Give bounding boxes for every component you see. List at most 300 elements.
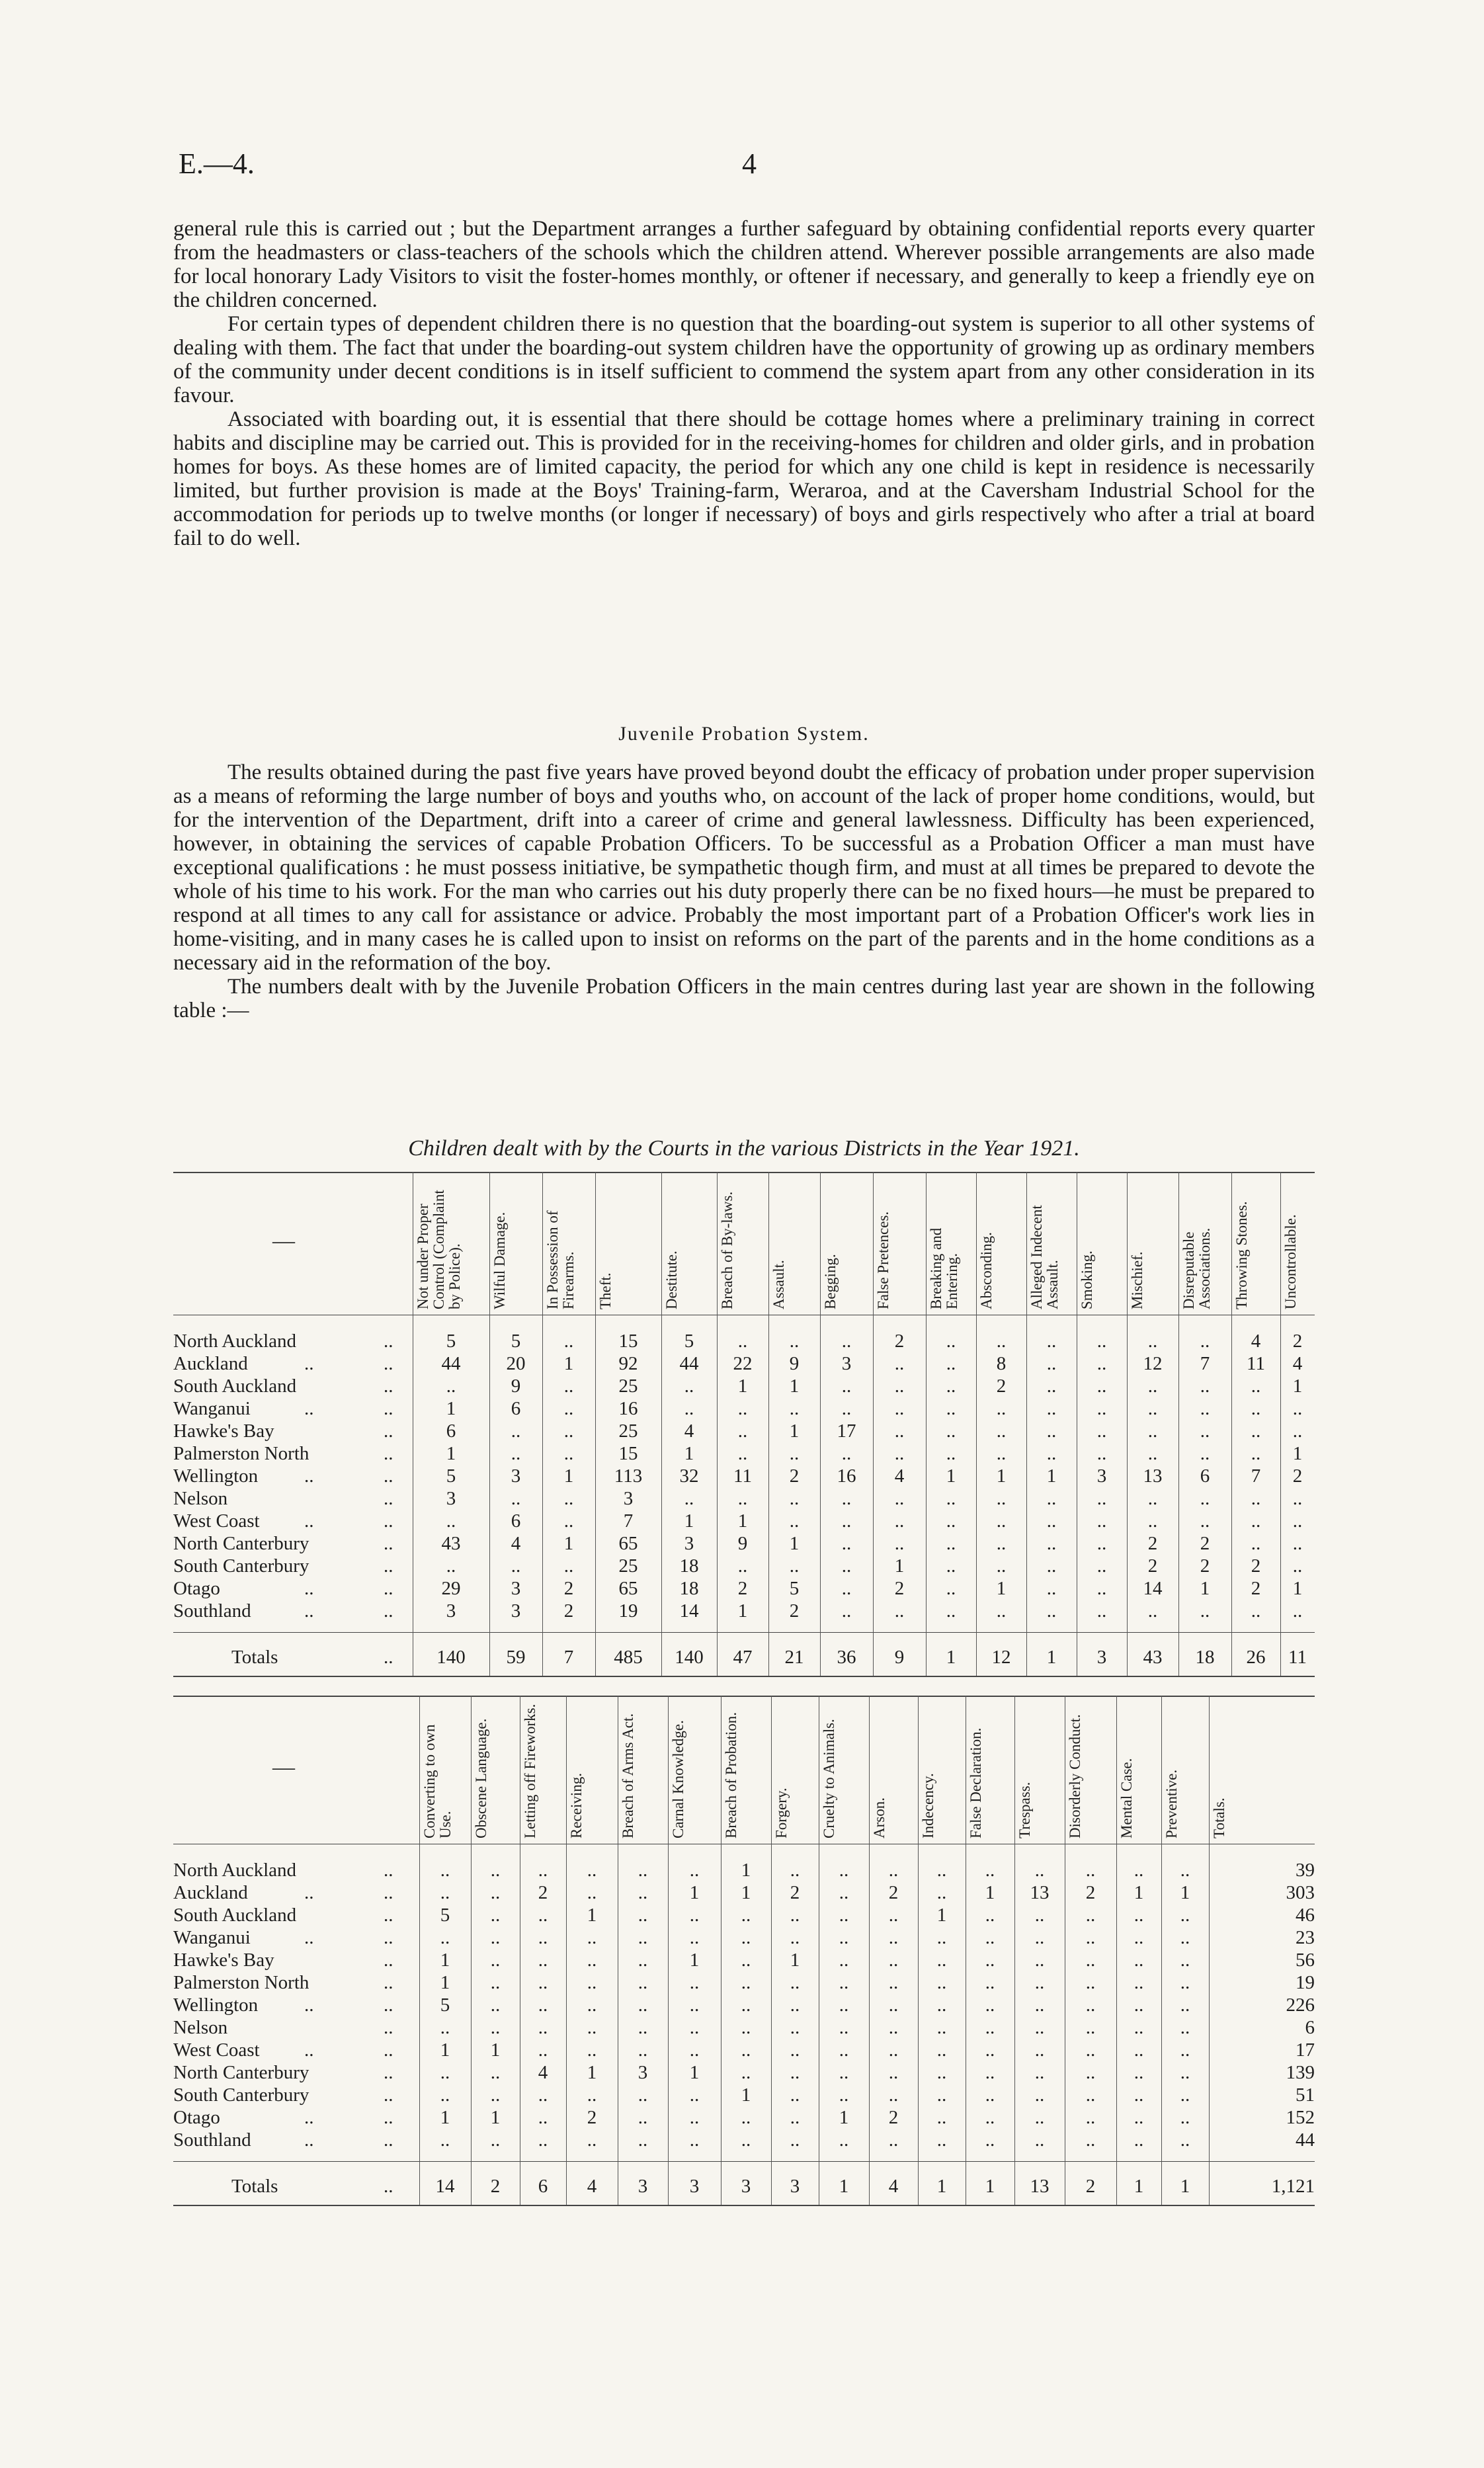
table-cell: 2 xyxy=(1147,1533,1158,1554)
leader-dots: .. xyxy=(384,2084,393,2106)
table-cell: .. xyxy=(841,1488,852,1509)
table-cell: 56 xyxy=(1296,1950,1315,1971)
table-cell: .. xyxy=(888,2017,899,2038)
table-cell: .. xyxy=(1292,1398,1303,1419)
table-cell: .. xyxy=(888,1927,899,1948)
district-label: Palmerston North xyxy=(173,1972,309,1993)
table-cell: .. xyxy=(587,1950,597,1971)
table-cell: .. xyxy=(1251,1443,1261,1464)
table-cell: .. xyxy=(996,1600,1007,1622)
table-cell: .. xyxy=(490,2084,501,2106)
table-cell: .. xyxy=(839,1995,849,2016)
table-cell: 6 xyxy=(511,1398,521,1419)
table-cell: .. xyxy=(1200,1510,1210,1532)
body-text-2 xyxy=(173,761,1315,1022)
table-cell: 65 xyxy=(618,1533,638,1554)
table-cell: .. xyxy=(1085,2107,1096,2128)
table-cell: .. xyxy=(936,1950,947,1971)
table-cell: .. xyxy=(790,2129,800,2151)
table-cell: 4 xyxy=(538,2062,548,2083)
table-cell: .. xyxy=(839,2129,849,2151)
table-cell: 1 xyxy=(996,1465,1007,1487)
table-cell: .. xyxy=(689,2129,700,2151)
totals-cell: 140 xyxy=(436,1647,466,1668)
table-cell: .. xyxy=(1134,2129,1144,2151)
table-cell: .. xyxy=(538,1905,548,1926)
leader-dots: .. xyxy=(384,1905,393,1926)
table-cell: .. xyxy=(985,1927,995,1948)
table-cell: .. xyxy=(841,1398,852,1419)
totals-cell: 1 xyxy=(946,1647,956,1668)
table-cell: .. xyxy=(936,1927,947,1948)
table-cell: 2 xyxy=(538,1882,548,1903)
table-cell: .. xyxy=(790,1972,800,1993)
district-label: Hawke's Bay xyxy=(173,1950,274,1971)
table-cell: 23 xyxy=(1296,1927,1315,1948)
table-cell: .. xyxy=(1251,1376,1261,1397)
table-cell: 1 xyxy=(741,1882,751,1903)
table-cell: .. xyxy=(1180,2017,1190,2038)
table-cell: 44 xyxy=(1296,2129,1315,2151)
table-cell: .. xyxy=(1292,1533,1303,1554)
table-cell: 18 xyxy=(679,1578,699,1599)
table-cell: .. xyxy=(888,1860,899,1881)
table-cell: 25 xyxy=(618,1555,638,1577)
table-cell: .. xyxy=(1096,1353,1107,1374)
table-cell: .. xyxy=(587,1972,597,1993)
table-cell: .. xyxy=(841,1578,852,1599)
table-cell: .. xyxy=(894,1398,905,1419)
table-cell: .. xyxy=(1085,2062,1096,2083)
table-cell: .. xyxy=(737,1420,748,1442)
table-cell: .. xyxy=(1292,1600,1303,1622)
table-cell: 4 xyxy=(511,1533,521,1554)
table-cell: .. xyxy=(1046,1510,1057,1532)
table-cell: 1 xyxy=(946,1465,956,1487)
table-cell: 1 xyxy=(1292,1443,1303,1464)
table-cell: .. xyxy=(985,1905,995,1926)
table-cell: 3 xyxy=(841,1353,852,1374)
totals-cell: 1 xyxy=(936,2176,947,2197)
table-cell: 44 xyxy=(441,1353,461,1374)
leader-dots: .. xyxy=(384,1600,393,1622)
table-cell: 6 xyxy=(511,1510,521,1532)
table-cell: .. xyxy=(936,2062,947,2083)
table-cell: .. xyxy=(741,1950,751,1971)
table-cell: 51 xyxy=(1296,2084,1315,2106)
leader-dots: .. xyxy=(384,1950,393,1971)
table-cell: .. xyxy=(1200,1420,1210,1442)
column-header: Breach of Probation. xyxy=(723,1712,739,1838)
district-label: Auckland xyxy=(173,1353,248,1374)
table-cell: .. xyxy=(1134,1972,1144,1993)
table-cell: .. xyxy=(1034,1905,1045,1926)
table-cell: .. xyxy=(587,1860,597,1881)
column-header: Breaking and Entering. xyxy=(928,1227,960,1309)
table-cell: .. xyxy=(1096,1331,1107,1352)
table-cell: .. xyxy=(538,1972,548,1993)
table-cell: .. xyxy=(1046,1376,1057,1397)
district-label: Southland xyxy=(173,2129,251,2151)
table-cell: .. xyxy=(894,1533,905,1554)
table-cell: .. xyxy=(741,2039,751,2061)
table-cell: .. xyxy=(638,1995,648,2016)
totals-cell: 4 xyxy=(888,2176,899,2197)
table-cell: .. xyxy=(985,1950,995,1971)
table-cell: .. xyxy=(1134,1860,1144,1881)
table-cell: .. xyxy=(894,1353,905,1374)
table-cell: .. xyxy=(737,1443,748,1464)
table-cell: .. xyxy=(946,1420,956,1442)
table-cell: .. xyxy=(587,2129,597,2151)
table-cell: .. xyxy=(684,1398,694,1419)
table-cell: 6 xyxy=(446,1420,456,1442)
district-label: Wanganui xyxy=(173,1398,251,1419)
table-cell: .. xyxy=(888,1950,899,1971)
table-cell: 5 xyxy=(684,1331,694,1352)
table-cell: 2 xyxy=(1200,1533,1210,1554)
table-cell: .. xyxy=(1085,1905,1096,1926)
table-cell: .. xyxy=(839,2039,849,2061)
table-cell: 3 xyxy=(446,1488,456,1509)
totals-cell: 3 xyxy=(741,2176,751,2197)
table-cell: .. xyxy=(490,2129,501,2151)
district-label: Palmerston North xyxy=(173,1443,309,1464)
table-cell: 1 xyxy=(563,1465,574,1487)
column-header: Alleged Indecent Assault. xyxy=(1028,1205,1061,1309)
table-cell: 3 xyxy=(638,2062,648,2083)
table-cell: .. xyxy=(1200,1376,1210,1397)
leader-dots: .. xyxy=(304,2107,314,2128)
table-cell: .. xyxy=(1200,1331,1210,1352)
table-cell: 5 xyxy=(789,1578,800,1599)
table-cell: .. xyxy=(936,1995,947,2016)
table-cell: 17 xyxy=(837,1420,856,1442)
table-cell: .. xyxy=(440,1882,450,1903)
table-cell: .. xyxy=(587,2084,597,2106)
leader-dots: .. xyxy=(384,1510,393,1532)
table-cell: 5 xyxy=(446,1331,456,1352)
leader-dots: .. xyxy=(384,1555,393,1577)
table-cell: .. xyxy=(1134,1995,1144,2016)
column-header: Disorderly Conduct. xyxy=(1067,1714,1083,1838)
table-cell: .. xyxy=(1085,2039,1096,2061)
leader-dots: .. xyxy=(384,1578,393,1599)
table-cell: .. xyxy=(1034,2062,1045,2083)
table-cell: 226 xyxy=(1286,1995,1315,2016)
district-label: North Auckland xyxy=(173,1860,297,1881)
table-cell: 46 xyxy=(1296,1905,1315,1926)
table-cell: 2 xyxy=(1251,1578,1261,1599)
table-cell: .. xyxy=(936,2107,947,2128)
table-cell: .. xyxy=(511,1555,521,1577)
table-cell: .. xyxy=(638,1882,648,1903)
column-header: Smoking. xyxy=(1079,1251,1095,1309)
district-label: Wellington xyxy=(173,1465,259,1487)
table-cell: .. xyxy=(1292,1488,1303,1509)
table-cell: 7 xyxy=(1200,1353,1210,1374)
table-cell: .. xyxy=(1096,1578,1107,1599)
leader-dots: .. xyxy=(384,1353,393,1374)
table-cell: .. xyxy=(741,1927,751,1948)
table-cell: .. xyxy=(1096,1443,1107,1464)
table-cell: 1 xyxy=(737,1600,748,1622)
table-cell: .. xyxy=(737,1555,748,1577)
table-cell: .. xyxy=(839,1950,849,1971)
table-cell: 4 xyxy=(684,1420,694,1442)
totals-cell: 1 xyxy=(839,2176,849,2197)
table-cell: .. xyxy=(1292,1555,1303,1577)
table-cell: 1 xyxy=(490,2107,501,2128)
table-cell: .. xyxy=(689,1905,700,1926)
table-cell: .. xyxy=(1085,2129,1096,2151)
table-cell: .. xyxy=(1034,2129,1045,2151)
table-cell: 14 xyxy=(679,1600,699,1622)
table-cell: .. xyxy=(841,1533,852,1554)
stub-dash: — xyxy=(272,1755,295,1780)
district-label: North Canterbury xyxy=(173,1533,309,1554)
totals-cell: 2 xyxy=(1085,2176,1096,2197)
table-cell: 1 xyxy=(741,1860,751,1881)
table-cell: 1 xyxy=(936,1905,947,1926)
table-cell: 2 xyxy=(1200,1555,1210,1577)
table-cell: .. xyxy=(894,1420,905,1442)
table-cell: .. xyxy=(1085,2084,1096,2106)
table-cell: .. xyxy=(638,1950,648,1971)
table-cell: .. xyxy=(936,2017,947,2038)
table-cell: 1 xyxy=(741,2084,751,2106)
leader-dots: .. xyxy=(384,1533,393,1554)
leader-dots: .. xyxy=(304,1995,314,2016)
table-cell: 20 xyxy=(506,1353,526,1374)
table-cell: .. xyxy=(538,2107,548,2128)
table-cell: .. xyxy=(996,1533,1007,1554)
leader-dots: .. xyxy=(384,1443,393,1464)
table-cell: 2 xyxy=(1085,1882,1096,1903)
table-cell: .. xyxy=(936,2084,947,2106)
column-header: Letting off Fireworks. xyxy=(522,1704,538,1838)
table-cell: .. xyxy=(936,1972,947,1993)
table-cell: 1 xyxy=(587,1905,597,1926)
table-cell: .. xyxy=(1180,2107,1190,2128)
table-cell: .. xyxy=(1251,1398,1261,1419)
table-cell: .. xyxy=(1085,1927,1096,1948)
table-cell: .. xyxy=(985,1972,995,1993)
table-cell: .. xyxy=(490,1995,501,2016)
table-cell: .. xyxy=(689,2039,700,2061)
table-cell: .. xyxy=(1180,1972,1190,1993)
table-cell: .. xyxy=(587,1995,597,2016)
table-cell: .. xyxy=(1046,1555,1057,1577)
column-header: False Pretences. xyxy=(875,1211,891,1309)
table-cell: .. xyxy=(1251,1600,1261,1622)
table-cell: .. xyxy=(985,2129,995,2151)
table-cell: 2 xyxy=(894,1331,905,1352)
table-cell: 1 xyxy=(1134,1882,1144,1903)
table-cell: .. xyxy=(446,1555,456,1577)
table-cell: .. xyxy=(440,2017,450,2038)
table-cell: .. xyxy=(841,1510,852,1532)
table-cell: .. xyxy=(894,1510,905,1532)
table-cell: 43 xyxy=(441,1533,461,1554)
table-cell: .. xyxy=(1180,1905,1190,1926)
table-cell: .. xyxy=(1046,1488,1057,1509)
district-label: Auckland xyxy=(173,1882,248,1903)
table-cell: .. xyxy=(741,2017,751,2038)
paragraph: general rule this is carried out ; but the Department arranges a further safeguard by obtaining confidential reports every quarter from the headmasters or class-teachers of the schools which the children attend. Wherever possible arrangements are also made for local honorary Lady Visitors to visit the foster-homes monthly, or oftener if necessary, and generally to keep a friendly eye on the children concerned. xyxy=(173,217,1315,312)
district-label: Wanganui xyxy=(173,1927,251,1948)
table-cell: .. xyxy=(563,1398,574,1419)
table-cell: .. xyxy=(1096,1398,1107,1419)
leader-dots: .. xyxy=(384,2062,393,2083)
table-cell: 1 xyxy=(587,2062,597,2083)
column-header: Theft. xyxy=(597,1272,614,1309)
leader-dots: .. xyxy=(384,1882,393,1903)
table-cell: .. xyxy=(1046,1600,1057,1622)
table-cell: .. xyxy=(789,1488,800,1509)
table-cell: 1 xyxy=(440,1972,450,1993)
totals-cell: 3 xyxy=(638,2176,648,2197)
column-header: Indecency. xyxy=(920,1773,936,1838)
table-cell: 1 xyxy=(1200,1578,1210,1599)
table-cell: .. xyxy=(440,2084,450,2106)
table-cell: .. xyxy=(1034,2084,1045,2106)
table-cell: .. xyxy=(1085,1995,1096,2016)
leader-dots: .. xyxy=(384,1331,393,1352)
table-cell: .. xyxy=(1147,1420,1158,1442)
table-cell: .. xyxy=(1147,1488,1158,1509)
table-cell: .. xyxy=(741,1972,751,1993)
table-cell: .. xyxy=(638,1972,648,1993)
table-cell: .. xyxy=(1134,2039,1144,2061)
paragraph: The results obtained during the past five years have proved beyond doubt the efficacy of probation under proper supervision as a means of reforming the large number of boys and youths who, on account of the lack of proper home conditions, would, but for the intervention of the Department, drift into a career of crime and general lawlessness. Difficulty has been experienced, however, in obtaining the services of capable Probation Officers. To be successful as a Probation Officer a man must have exceptional qualifications : he must possess initiative, be sympathetic though firm, and must at all times be prepared to devote the whole of his time to his work. For the man who carries out his duty properly there can be no fixed hours—he must be prepared to respond at all times to any call for assistance or advice. Probably the most important part of a Probation Officer's work lies in home-visiting, and in many cases he is called upon to insist on reforms on the part of the parents and in the home conditions as a necessary aid in the reformation of the boy. xyxy=(173,761,1315,975)
column-header: Arson. xyxy=(871,1797,887,1838)
table-cell: 2 xyxy=(894,1578,905,1599)
table-cell: .. xyxy=(1085,1950,1096,1971)
table-cell: .. xyxy=(839,1882,849,1903)
leader-dots: .. xyxy=(384,1420,393,1442)
table-cell: 1 xyxy=(1180,1882,1190,1903)
table-cell: .. xyxy=(1147,1398,1158,1419)
section-heading: Juvenile Probation System. xyxy=(618,723,870,745)
table-cell: .. xyxy=(936,1882,947,1903)
totals-cell: 21 xyxy=(784,1647,804,1668)
table-cell: .. xyxy=(841,1555,852,1577)
table-cell: 3 xyxy=(511,1578,521,1599)
totals-cell: 18 xyxy=(1195,1647,1215,1668)
table-cell: 1 xyxy=(1046,1465,1057,1487)
table-cell: 15 xyxy=(618,1331,638,1352)
column-header: Cruelty to Animals. xyxy=(821,1719,837,1838)
table-cell: .. xyxy=(511,1420,521,1442)
table-cell: .. xyxy=(563,1443,574,1464)
table-cell: .. xyxy=(538,2084,548,2106)
table-cell: .. xyxy=(790,1995,800,2016)
leader-dots: .. xyxy=(304,1927,314,1948)
paragraph: Associated with boarding out, it is essential that there should be cottage homes where a preliminary training in correct habits and discipline may be carried out. This is provided for in the receiving-homes for children and older girls, and in probation homes for boys. As these homes are of limited capacity, the period for which any one child is kept in residence is necessarily limited, but further provision is made at the Boys' Training-farm, Weraroa, and at the Caversham Industrial School for the accommodation for periods up to twelve months (or longer if necessary) of boys and girls respectively who after a trial at board fail to do well. xyxy=(173,407,1315,550)
table-cell: .. xyxy=(490,2017,501,2038)
totals-cell: 1 xyxy=(985,2176,995,2197)
table-cell: .. xyxy=(511,1488,521,1509)
table-cell: .. xyxy=(1096,1376,1107,1397)
table-cell: 1 xyxy=(684,1510,694,1532)
table-cell: .. xyxy=(689,2017,700,2038)
table-cell: .. xyxy=(839,2017,849,2038)
totals-cell: 4 xyxy=(587,2176,597,2197)
leader-dots: .. xyxy=(304,1578,314,1599)
table-cell: .. xyxy=(790,2017,800,2038)
table-cell: .. xyxy=(894,1443,905,1464)
table-cell: .. xyxy=(1180,1860,1190,1881)
district-label: Otago xyxy=(173,2107,220,2128)
table-cell: 1 xyxy=(789,1533,800,1554)
table-cell: .. xyxy=(538,2129,548,2151)
table-cell: 17 xyxy=(1296,2039,1315,2061)
table-cell: .. xyxy=(839,1927,849,1948)
table-cell: .. xyxy=(888,1972,899,1993)
table-cell: .. xyxy=(985,1860,995,1881)
table-cell: .. xyxy=(638,1927,648,1948)
table-cell: .. xyxy=(684,1488,694,1509)
table-cell: .. xyxy=(1134,1905,1144,1926)
table-cell: .. xyxy=(490,1950,501,1971)
table-cell: .. xyxy=(936,2039,947,2061)
table-cell: 3 xyxy=(511,1600,521,1622)
table-cell: 2 xyxy=(737,1578,748,1599)
leader-dots: .. xyxy=(304,2129,314,2151)
leader-dots: .. xyxy=(304,1398,314,1419)
table-cell: 1 xyxy=(996,1578,1007,1599)
table-cell: 2 xyxy=(789,1600,800,1622)
table-cell: .. xyxy=(888,2084,899,2106)
leader-dots: .. xyxy=(384,1995,393,2016)
table-cell: .. xyxy=(1096,1555,1107,1577)
table-cell: .. xyxy=(490,1927,501,1948)
column-header: Mental Case. xyxy=(1118,1758,1135,1838)
table-cell: 3 xyxy=(623,1488,634,1509)
table-cell: .. xyxy=(1046,1353,1057,1374)
totals-cell: 36 xyxy=(837,1647,856,1668)
table-cell: .. xyxy=(741,2062,751,2083)
leader-dots: .. xyxy=(384,1398,393,1419)
table-cell: .. xyxy=(638,2084,648,2106)
table-cell: 1 xyxy=(563,1353,574,1374)
table-cell: 19 xyxy=(1296,1972,1315,1993)
table-cell: .. xyxy=(737,1398,748,1419)
table-cell: .. xyxy=(1134,1927,1144,1948)
column-header: Uncontrollable. xyxy=(1282,1214,1299,1309)
table-cell: .. xyxy=(440,1927,450,1948)
table-cell: 1 xyxy=(446,1443,456,1464)
table-cell: .. xyxy=(841,1443,852,1464)
table-cell: .. xyxy=(446,1510,456,1532)
table-cell: .. xyxy=(446,1376,456,1397)
table-cell: .. xyxy=(563,1488,574,1509)
totals-cell: 1,121 xyxy=(1271,2176,1315,2197)
district-label: Nelson xyxy=(173,1488,228,1509)
table-cell: .. xyxy=(440,2129,450,2151)
table-cell: .. xyxy=(936,1860,947,1881)
table-cell: .. xyxy=(888,1905,899,1926)
table-cell: .. xyxy=(839,1860,849,1881)
table-cell: 5 xyxy=(440,1995,450,2016)
leader-dots: .. xyxy=(304,1465,314,1487)
table-cell: 16 xyxy=(837,1465,856,1487)
table-cell: 6 xyxy=(1305,2017,1315,2038)
table-cell: .. xyxy=(789,1331,800,1352)
table-cell: .. xyxy=(946,1600,956,1622)
table-cell: 5 xyxy=(446,1465,456,1487)
